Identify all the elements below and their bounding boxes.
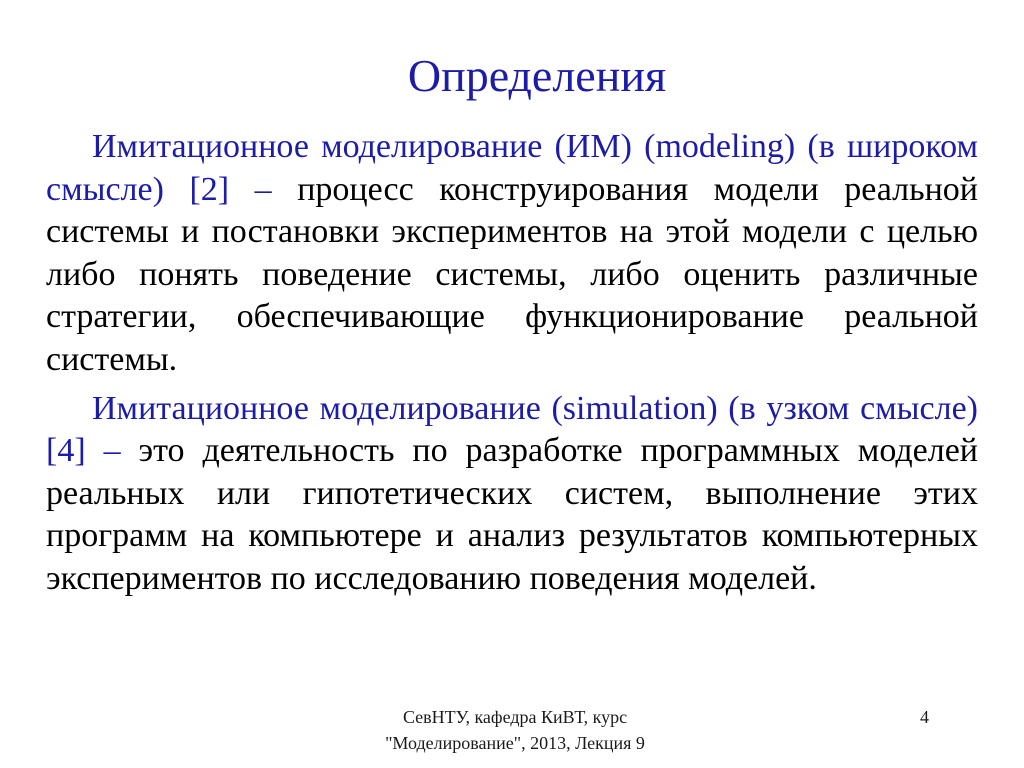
footer-line-2: "Моделирование", 2013, Лекция 9 <box>385 733 645 753</box>
definition-paragraph-modeling <box>46 126 978 382</box>
footer-line-1: СевНТУ, кафедра КиВТ, курс <box>402 707 628 727</box>
slide-body <box>46 126 978 607</box>
slide-footer <box>355 704 675 756</box>
definition-text-simulation: это деятельность по разработке программных моделей реальных или гипотетических систем, выполнение этих программ на компьютере и анализ результатов компьютерных экспериментов по исследованию поведения моделей. <box>46 432 978 597</box>
page-number: 4 <box>920 707 929 727</box>
definition-paragraph-simulation <box>46 388 978 601</box>
slide-title: Определения <box>407 50 667 101</box>
definition-text-modeling: процесс конструирования модели реальной системы и постановки экспериментов на этой модели с целью либо понять поведение системы, либо оценить различные стратегии, обеспечивающие функционирование реальной системы. <box>46 170 979 378</box>
term-simulation-narrow: Имитационное моделирование (simulation) (в узком смысле) [4] – <box>46 389 978 470</box>
term-modeling-broad: Имитационное моделирование (ИМ) (modeling) (в широком смысле) [2] – <box>46 128 978 208</box>
